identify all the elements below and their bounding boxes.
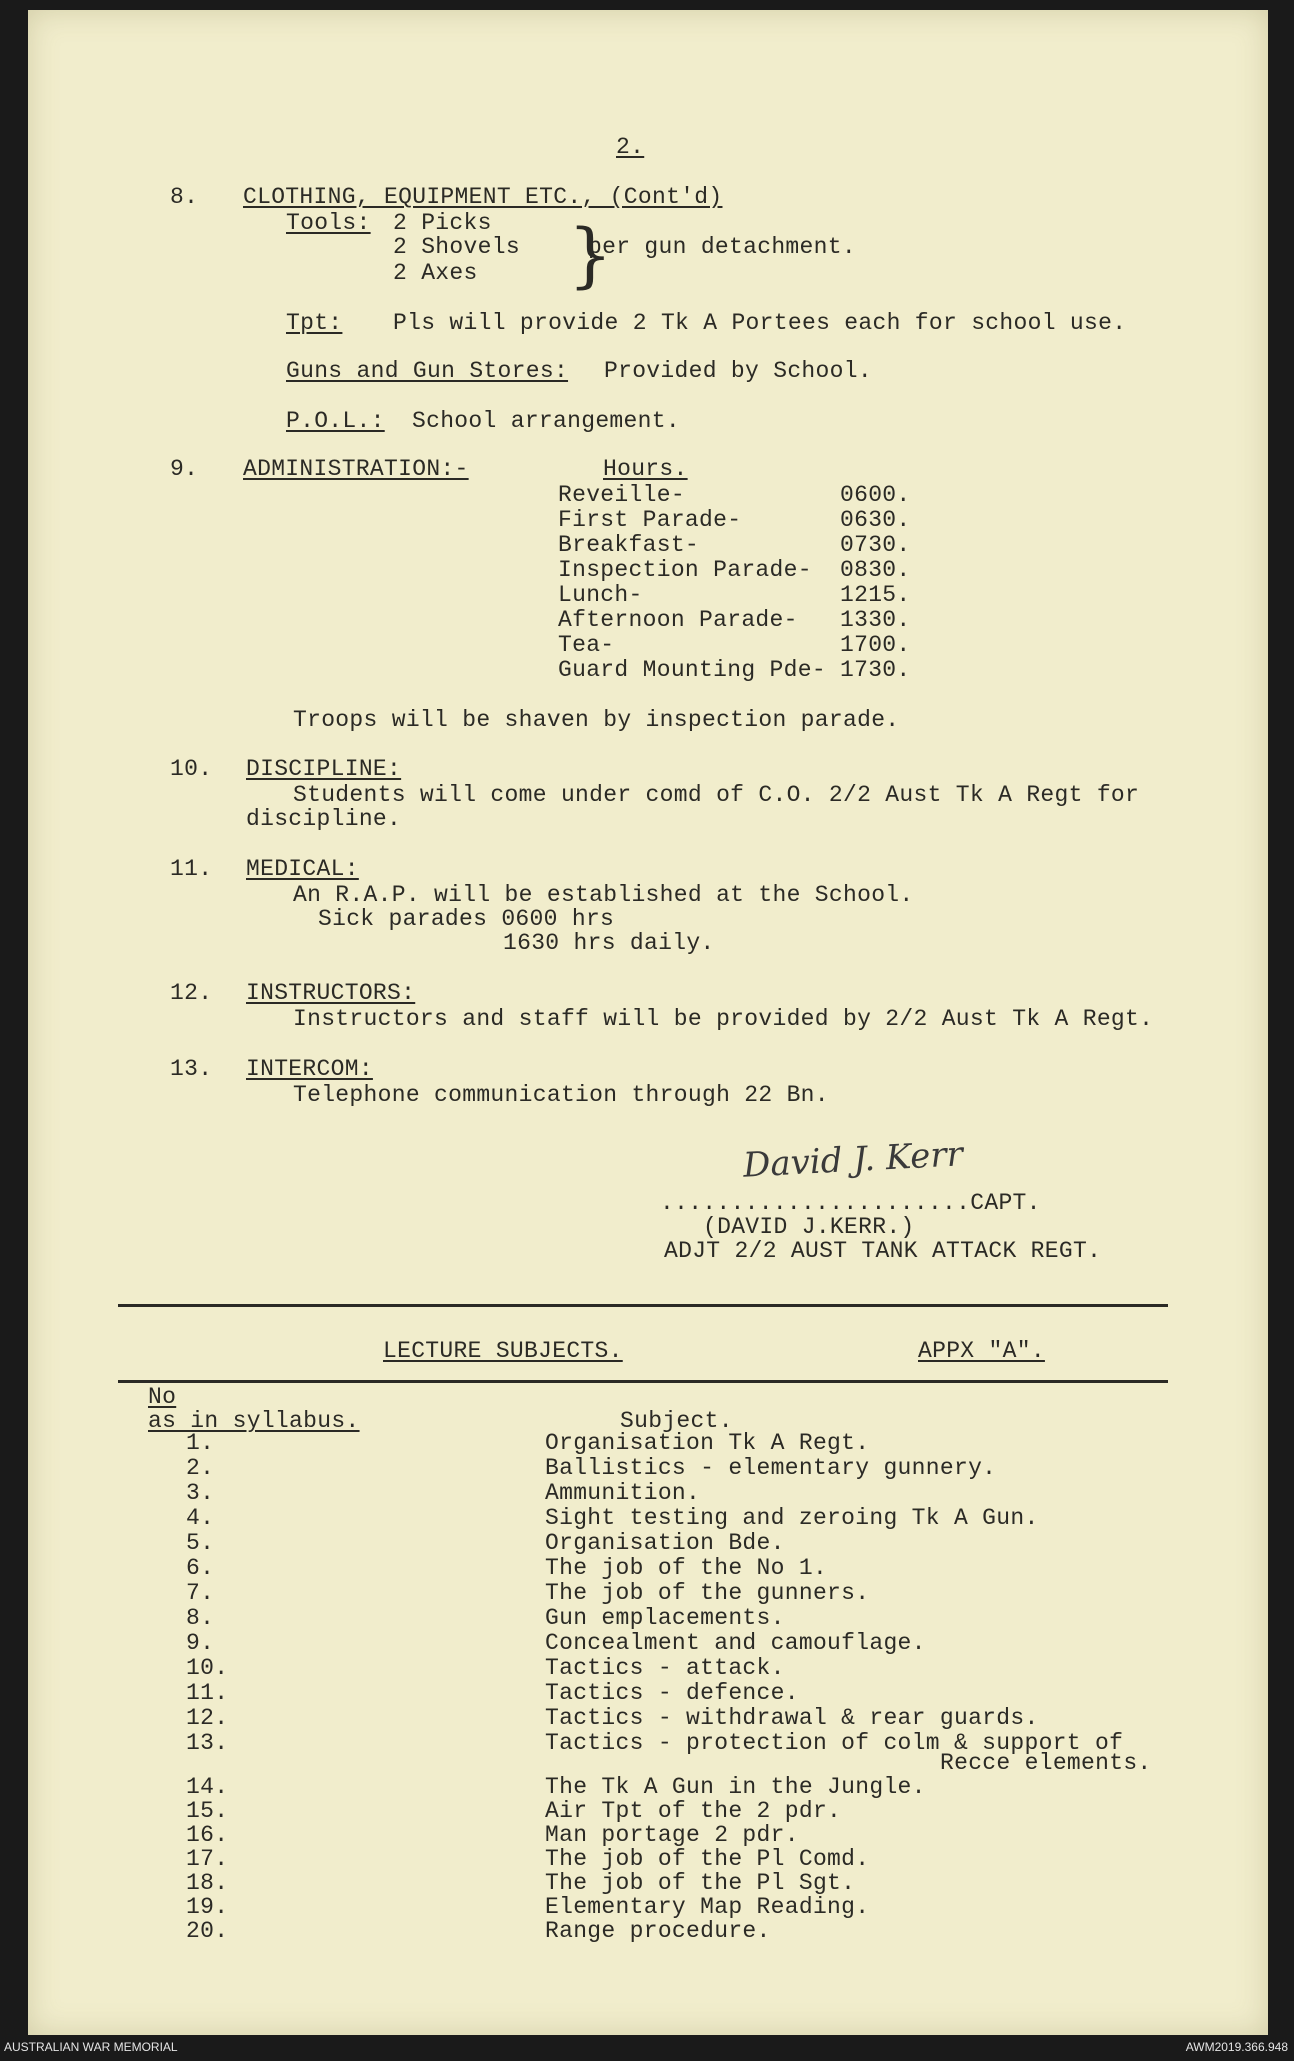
divider [118, 1380, 1168, 1383]
lecture-no: 1. [186, 1430, 215, 1456]
schedule-time: 1215. [840, 582, 911, 608]
lecture-no: 4. [186, 1505, 215, 1531]
schedule-item: Afternoon Parade- [558, 607, 798, 633]
lecture-subject: Sight testing and zeroing Tk A Gun. [545, 1505, 1039, 1531]
lecture-subject: The job of the Pl Sgt. [545, 1870, 856, 1896]
signature-name: (DAVID J.KERR.) [703, 1214, 915, 1240]
footer-accession-number: AWM2019.366.948 [1185, 2040, 1288, 2054]
appendix-label: APPX "A". [918, 1338, 1045, 1364]
lecture-subject: Concealment and camouflage. [545, 1630, 926, 1656]
lecture-subject: Range procedure. [545, 1918, 771, 1944]
section-11-number: 11. [170, 856, 213, 882]
lecture-subject: The job of the No 1. [545, 1555, 828, 1581]
pol-label: P.O.L.: [286, 408, 385, 434]
schedule-time: 1330. [840, 607, 911, 633]
section-9-heading: ADMINISTRATION:- [243, 456, 469, 482]
section-10-number: 10. [170, 756, 213, 782]
page-number: 2. [616, 134, 645, 160]
tools-item: 2 Axes [393, 260, 478, 286]
section-9-number: 9. [170, 456, 199, 482]
lecture-subject: Recce elements. [940, 1750, 1152, 1776]
section-8-heading: CLOTHING, EQUIPMENT ETC., (Cont'd) [243, 184, 723, 210]
lecture-no: 8. [186, 1605, 215, 1631]
lectures-title: LECTURE SUBJECTS. [383, 1338, 623, 1364]
document-page [28, 10, 1268, 2035]
schedule-item: Breakfast- [558, 532, 700, 558]
lecture-subject: Tactics - protection of colm & support of [545, 1730, 1124, 1756]
lecture-no: 9. [186, 1630, 215, 1656]
lecture-no: 12. [186, 1705, 229, 1731]
lecture-no: 14. [186, 1774, 229, 1800]
section-11-line: 1630 hrs daily. [503, 930, 715, 956]
lecture-subject: Tactics - withdrawal & rear guards. [545, 1705, 1039, 1731]
lecture-no: 13. [186, 1730, 229, 1756]
pol-text: School arrangement. [412, 408, 680, 434]
schedule-item: Lunch- [558, 582, 643, 608]
lecture-no: 5. [186, 1530, 215, 1556]
tools-note: per gun detachment. [588, 234, 856, 260]
lecture-subject: Tactics - attack. [545, 1655, 785, 1681]
signature-title: ADJT 2/2 AUST TANK ATTACK REGT. [664, 1238, 1102, 1264]
section-8-number: 8. [170, 184, 199, 210]
section-11-heading: MEDICAL: [246, 856, 359, 882]
lecture-no: 7. [186, 1580, 215, 1606]
brace-icon: } [568, 214, 613, 296]
lecture-subject: The job of the gunners. [545, 1580, 870, 1606]
schedule-item: First Parade- [558, 507, 742, 533]
section-12-line: Instructors and staff will be provided by 2/2 Aust Tk A Regt. [293, 1006, 1154, 1032]
section-12-heading: INSTRUCTORS: [246, 980, 416, 1006]
lecture-no: 3. [186, 1480, 215, 1506]
lecture-no: 11. [186, 1680, 229, 1706]
hours-heading: Hours. [603, 456, 688, 482]
lecture-subject: Air Tpt of the 2 pdr. [545, 1798, 842, 1824]
tpt-label: Tpt: [286, 310, 343, 336]
schedule-item: Guard Mounting Pde- [558, 657, 826, 683]
col-subject-header: Subject. [620, 1408, 733, 1434]
lecture-no: 6. [186, 1555, 215, 1581]
tpt-text: Pls will provide 2 Tk A Portees each for school use. [393, 310, 1127, 336]
lecture-subject: Organisation Tk A Regt. [545, 1430, 870, 1456]
col-no-header: No [148, 1384, 177, 1410]
schedule-time: 0630. [840, 507, 911, 533]
schedule-time: 0600. [840, 482, 911, 508]
lecture-no: 17. [186, 1846, 229, 1872]
schedule-time: 0830. [840, 557, 911, 583]
section-11-line: Sick parades 0600 hrs [318, 906, 615, 932]
tools-item: 2 Shovels [393, 234, 520, 260]
col-no-header: as in syllabus. [148, 1408, 360, 1434]
section-11-line: An R.A.P. will be established at the School. [293, 882, 914, 908]
section-10-line: Students will come under comd of C.O. 2/2 Aust Tk A Regt for [293, 782, 1140, 808]
lecture-subject: Gun emplacements. [545, 1605, 785, 1631]
section-13-number: 13. [170, 1056, 213, 1082]
schedule-time: 0730. [840, 532, 911, 558]
section-12-number: 12. [170, 980, 213, 1006]
lecture-subject: Elementary Map Reading. [545, 1894, 870, 1920]
schedule-item: Tea- [558, 632, 615, 658]
lecture-subject: Ballistics - elementary gunnery. [545, 1455, 997, 1481]
lecture-subject: The job of the Pl Comd. [545, 1846, 870, 1872]
section-10-line: discipline. [246, 806, 402, 832]
tools-item: 2 Picks [393, 210, 492, 236]
lecture-no: 15. [186, 1798, 229, 1824]
lecture-subject: Man portage 2 pdr. [545, 1822, 799, 1848]
section-9-note: Troops will be shaven by inspection parade. [293, 707, 900, 733]
lecture-subject: Ammunition. [545, 1480, 701, 1506]
lecture-subject: Tactics - defence. [545, 1680, 799, 1706]
section-10-heading: DISCIPLINE: [246, 756, 402, 782]
schedule-item: Reveille- [558, 482, 685, 508]
schedule-time: 1730. [840, 657, 911, 683]
lecture-subject: Organisation Bde. [545, 1530, 785, 1556]
lecture-no: 16. [186, 1822, 229, 1848]
lecture-no: 10. [186, 1655, 229, 1681]
schedule-time: 1700. [840, 632, 911, 658]
lecture-subject: The Tk A Gun in the Jungle. [545, 1774, 926, 1800]
lecture-no: 19. [186, 1894, 229, 1920]
handwritten-signature: David J. Kerr [742, 1134, 964, 1186]
section-13-heading: INTERCOM: [246, 1056, 373, 1082]
tools-label: Tools: [286, 210, 371, 236]
signature-rank: ......................CAPT. [660, 1190, 1041, 1216]
divider [118, 1304, 1168, 1307]
guns-text: Provided by School. [604, 358, 872, 384]
footer-archive-name: AUSTRALIAN WAR MEMORIAL [4, 2040, 178, 2054]
guns-label: Guns and Gun Stores: [286, 358, 569, 384]
lecture-no: 20. [186, 1918, 229, 1944]
lecture-no: 2. [186, 1455, 215, 1481]
lecture-no: 18. [186, 1870, 229, 1896]
section-13-line: Telephone communication through 22 Bn. [293, 1082, 829, 1108]
schedule-item: Inspection Parade- [558, 557, 812, 583]
